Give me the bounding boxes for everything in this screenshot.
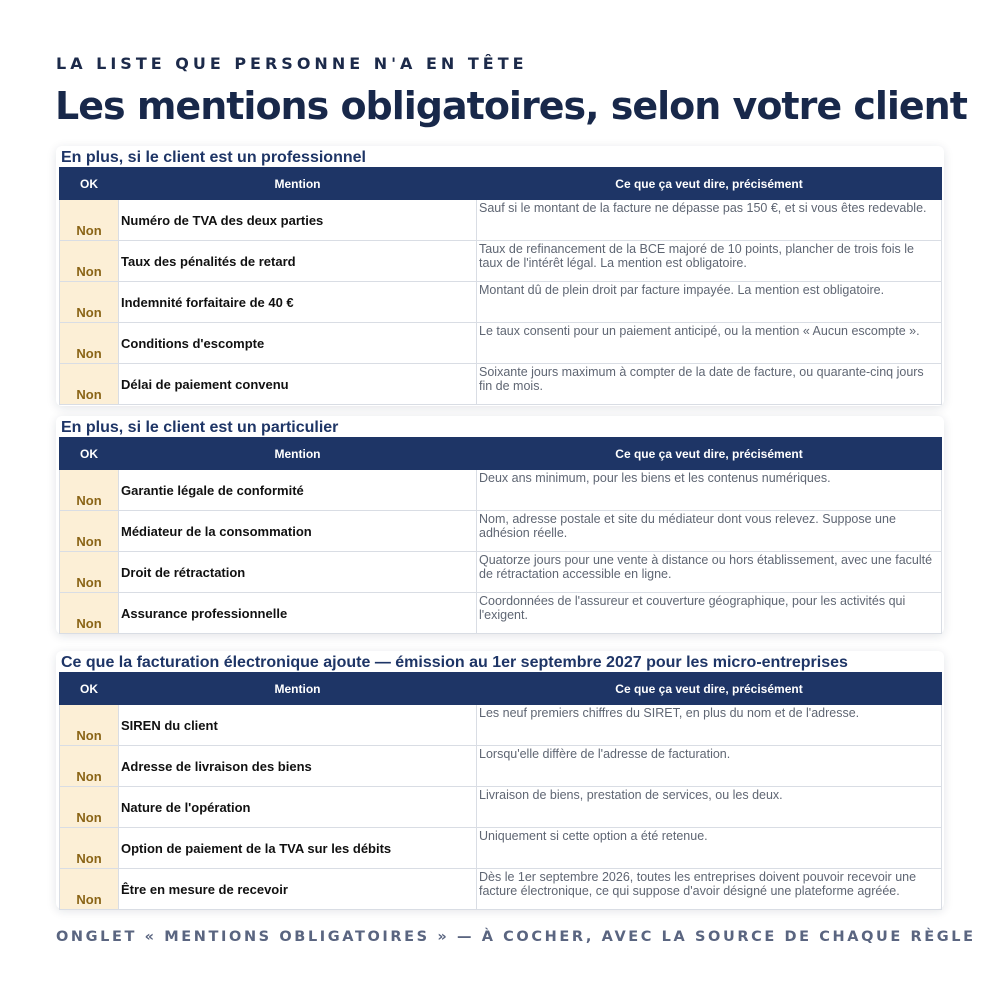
table-row	[60, 282, 942, 323]
section-facturation-electronique	[56, 651, 944, 909]
table-row	[60, 511, 942, 552]
table-header-row	[60, 673, 942, 705]
mention-cell: Droit de rétractation	[119, 552, 477, 593]
section-professionnel	[56, 146, 944, 406]
mention-cell: Nature de l'opération	[119, 787, 477, 828]
column-header-desc: Ce que ça veut dire, précisément	[477, 168, 942, 200]
column-header-ok: OK	[60, 168, 119, 200]
description-cell: Sauf si le montant de la facture ne dépasse pas 150 €, et si vous êtes redevable.	[477, 200, 942, 241]
page-kicker: LA LISTE QUE PERSONNE N'A EN TÊTE	[56, 54, 528, 73]
mention-cell: Garantie légale de conformité	[119, 470, 477, 511]
mention-cell: Taux des pénalités de retard	[119, 241, 477, 282]
description-cell: Le taux consenti pour un paiement anticipé, ou la mention « Aucun escompte ».	[477, 323, 942, 364]
table-row	[60, 593, 942, 634]
table-row	[60, 746, 942, 787]
mention-cell: Adresse de livraison des biens	[119, 746, 477, 787]
description-cell: Uniquement si cette option a été retenue.	[477, 828, 942, 869]
ok-status-cell[interactable]: Non	[60, 282, 119, 323]
ok-status-cell[interactable]: Non	[60, 470, 119, 511]
mention-cell: Assurance professionnelle	[119, 593, 477, 634]
mention-cell: Délai de paiement convenu	[119, 364, 477, 405]
mention-cell: Indemnité forfaitaire de 40 €	[119, 282, 477, 323]
column-header-mention: Mention	[119, 673, 477, 705]
ok-status-cell[interactable]: Non	[60, 787, 119, 828]
ok-status-cell[interactable]: Non	[60, 828, 119, 869]
ok-status-cell[interactable]: Non	[60, 364, 119, 405]
page-title: Les mentions obligatoires, selon votre client	[55, 84, 967, 128]
ok-status-cell[interactable]: Non	[60, 593, 119, 634]
table-row	[60, 787, 942, 828]
description-cell: Quatorze jours pour une vente à distance ou hors établissement, avec une faculté de rétractation accessible en ligne.	[477, 552, 942, 593]
table-row	[60, 552, 942, 593]
table-header-row	[60, 168, 942, 200]
section-title: En plus, si le client est un particulier	[61, 419, 339, 436]
page-footer: ONGLET « MENTIONS OBLIGATOIRES » — À COCHER, AVEC LA SOURCE DE CHAQUE RÈGLE	[56, 929, 976, 945]
ok-status-cell[interactable]: Non	[60, 241, 119, 282]
description-cell: Les neuf premiers chiffres du SIRET, en plus du nom et de l'adresse.	[477, 705, 942, 746]
description-cell: Lorsqu'elle diffère de l'adresse de facturation.	[477, 746, 942, 787]
mention-cell: Médiateur de la consommation	[119, 511, 477, 552]
description-cell: Deux ans minimum, pour les biens et les contenus numériques.	[477, 470, 942, 511]
ok-status-cell[interactable]: Non	[60, 705, 119, 746]
mentions-table	[59, 437, 942, 634]
ok-status-cell[interactable]: Non	[60, 323, 119, 364]
column-header-mention: Mention	[119, 438, 477, 470]
description-cell: Soixante jours maximum à compter de la date de facture, ou quarante-cinq jours fin de mois.	[477, 364, 942, 405]
table-row	[60, 241, 942, 282]
column-header-mention: Mention	[119, 168, 477, 200]
table-header-row	[60, 438, 942, 470]
mention-cell: SIREN du client	[119, 705, 477, 746]
mentions-table	[59, 672, 942, 910]
table-row	[60, 869, 942, 910]
section-title: En plus, si le client est un professionnel	[61, 149, 366, 166]
description-cell: Livraison de biens, prestation de services, ou les deux.	[477, 787, 942, 828]
section-title: Ce que la facturation électronique ajoute — émission au 1er septembre 2027 pour les micro-entreprises	[61, 654, 848, 671]
description-cell: Montant dû de plein droit par facture impayée. La mention est obligatoire.	[477, 282, 942, 323]
section-particulier	[56, 416, 944, 634]
mention-cell: Option de paiement de la TVA sur les débits	[119, 828, 477, 869]
ok-status-cell[interactable]: Non	[60, 552, 119, 593]
ok-status-cell[interactable]: Non	[60, 746, 119, 787]
description-cell: Nom, adresse postale et site du médiateur dont vous relevez. Suppose une adhésion réelle.	[477, 511, 942, 552]
ok-status-cell[interactable]: Non	[60, 200, 119, 241]
ok-status-cell[interactable]: Non	[60, 869, 119, 910]
description-cell: Dès le 1er septembre 2026, toutes les entreprises doivent pouvoir recevoir une facture électronique, ce qui suppose d'avoir désigné une plateforme agréée.	[477, 869, 942, 910]
table-row	[60, 323, 942, 364]
mention-cell: Être en mesure de recevoir	[119, 869, 477, 910]
column-header-desc: Ce que ça veut dire, précisément	[477, 438, 942, 470]
table-row	[60, 200, 942, 241]
ok-status-cell[interactable]: Non	[60, 511, 119, 552]
description-cell: Taux de refinancement de la BCE majoré de 10 points, plancher de trois fois le taux de l'intérêt légal. La mention est obligatoire.	[477, 241, 942, 282]
mention-cell: Conditions d'escompte	[119, 323, 477, 364]
table-row	[60, 705, 942, 746]
column-header-ok: OK	[60, 438, 119, 470]
table-row	[60, 828, 942, 869]
table-row	[60, 364, 942, 405]
column-header-desc: Ce que ça veut dire, précisément	[477, 673, 942, 705]
description-cell: Coordonnées de l'assureur et couverture géographique, pour les activités qui l'exigent.	[477, 593, 942, 634]
table-row	[60, 470, 942, 511]
column-header-ok: OK	[60, 673, 119, 705]
mentions-table	[59, 167, 942, 405]
mention-cell: Numéro de TVA des deux parties	[119, 200, 477, 241]
